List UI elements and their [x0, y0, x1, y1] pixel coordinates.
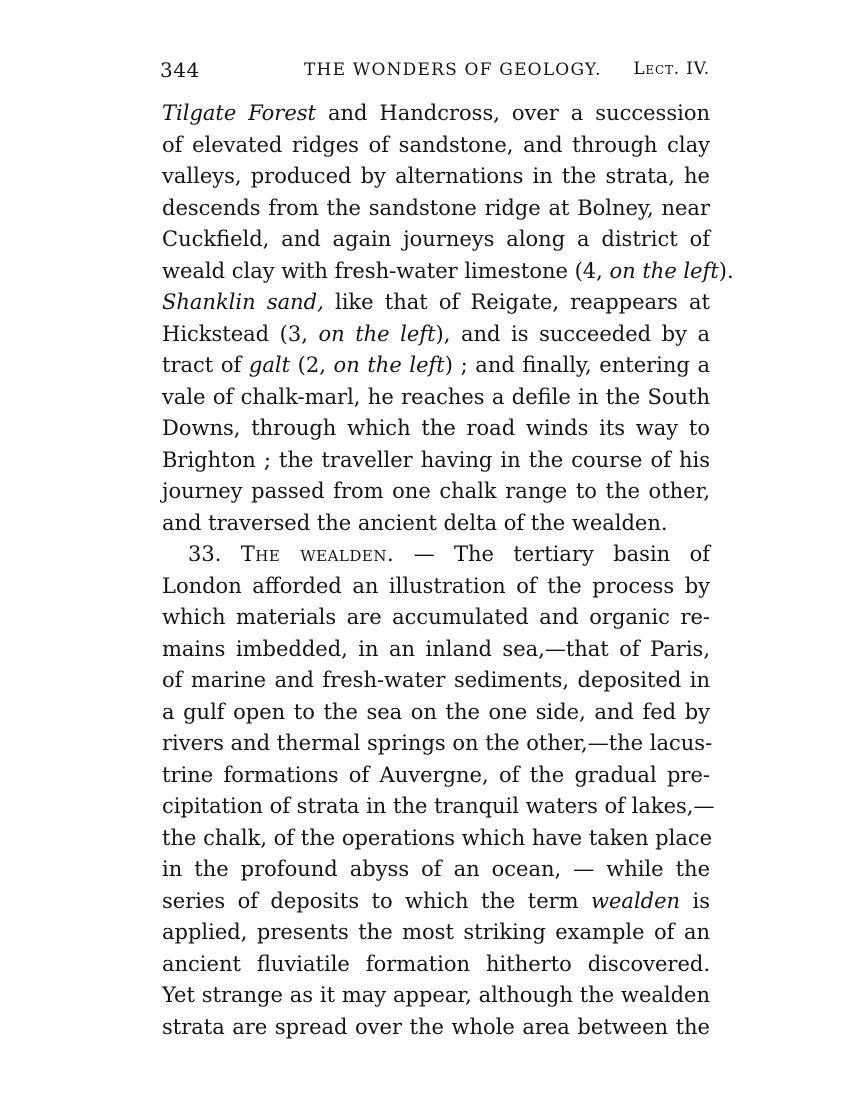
italic-text: on the left — [318, 321, 436, 346]
text-line — [162, 508, 710, 540]
text-segment: is — [680, 888, 710, 913]
text-line — [162, 413, 710, 445]
text-segment: ). — [718, 258, 734, 283]
text-line — [162, 445, 710, 477]
body-text — [162, 98, 734, 1043]
text-line — [162, 161, 710, 193]
text-segment: weald clay with fresh-water limestone (4, — [162, 258, 610, 283]
text-segment: descends from the sandstone ridge at Bolney, near — [162, 195, 710, 220]
text-segment: Hickstead (3, — [162, 321, 319, 346]
text-segment: rivers and thermal springs on the other,—the lacus- — [162, 731, 713, 755]
text-segment: of marine and fresh-water sediments, deposited in — [162, 668, 710, 692]
text-segment: which materials are accumulated and organic re- — [162, 605, 710, 629]
text-segment: applied, presents the most striking example of an — [162, 920, 710, 944]
small-caps-text: The wealden. — [240, 542, 395, 566]
page-number: 344 — [160, 58, 200, 82]
text-segment: Brighton ; the traveller having in the course of his — [162, 447, 710, 472]
text-line — [162, 791, 715, 823]
text-segment: strata are spread over the whole area between the — [162, 1014, 710, 1039]
text-line — [162, 728, 713, 760]
text-segment: of elevated ridges of sandstone, and through clay — [162, 132, 710, 157]
running-head — [162, 58, 710, 84]
text-line — [162, 823, 713, 855]
italic-text: galt — [248, 353, 291, 377]
text-line — [162, 193, 710, 225]
text-line — [162, 539, 710, 571]
text-segment: and Handcross, over a succession — [316, 101, 710, 125]
text-line — [162, 130, 710, 162]
text-line — [162, 571, 710, 603]
text-segment: mains imbedded, in an inland sea,—that of Paris, — [162, 636, 710, 661]
text-line — [162, 319, 710, 351]
text-segment: Cuckfield, and again journeys along a district of — [162, 227, 710, 251]
italic-text: on the left — [609, 258, 719, 283]
text-line — [162, 665, 710, 697]
text-line — [162, 854, 710, 886]
text-segment: in the profound abyss of an ocean, — while the — [162, 857, 710, 881]
text-line — [162, 476, 710, 508]
text-segment: 33. — [188, 542, 241, 566]
text-line — [162, 382, 710, 414]
running-lecture: Lect. IV. — [633, 59, 710, 79]
text-line — [162, 350, 710, 382]
text-segment: London afforded an illustration of the process by — [162, 573, 710, 598]
text-line — [162, 224, 710, 256]
text-segment: the chalk, of the operations which have taken place — [162, 825, 713, 850]
text-segment: a gulf open to the sea on the one side, and fed by — [162, 699, 710, 724]
italic-text: Shanklin sand, — [162, 290, 324, 314]
text-segment: cipitation of strata in the tranquil waters of lakes,— — [162, 794, 715, 818]
italic-text: Tilgate Forest — [162, 101, 316, 125]
text-segment: — The tertiary basin of — [394, 542, 710, 566]
text-line — [162, 98, 710, 130]
text-segment: trine formations of Auvergne, of the gradual pre- — [162, 762, 710, 787]
text-segment: ), and is succeeded by a — [435, 321, 711, 346]
text-line — [162, 602, 710, 634]
running-title: THE WONDERS OF GEOLOGY. — [304, 60, 602, 80]
text-segment: series of deposits to which the term — [162, 888, 592, 913]
italic-text: wealden — [591, 888, 681, 913]
text-line — [162, 980, 710, 1012]
text-line — [162, 1012, 710, 1044]
text-segment: ancient fluviatile formation hitherto discovered. — [162, 951, 710, 976]
text-segment: journey passed from one chalk range to the other, — [162, 479, 710, 503]
text-segment: and traversed the ancient delta of the wealden. — [162, 510, 668, 535]
text-segment: Downs, through which the road winds its way to — [162, 416, 710, 440]
text-line — [162, 886, 710, 918]
text-line — [162, 256, 734, 288]
italic-text: on the left — [333, 353, 445, 377]
text-line — [162, 949, 710, 981]
text-segment: ) ; and finally, entering a — [444, 353, 711, 377]
text-line — [162, 917, 710, 949]
text-line — [162, 760, 710, 792]
text-line — [162, 634, 710, 666]
text-segment: like that of Reigate, reappears at — [323, 290, 711, 314]
text-segment: vale of chalk-marl, he reaches a defile in the South — [162, 384, 710, 409]
text-line — [162, 287, 710, 319]
text-segment: valleys, produced by alternations in the strata, he — [162, 164, 710, 188]
text-segment: (2, — [290, 353, 334, 377]
text-segment: Yet strange as it may appear, although the wealden — [162, 983, 710, 1007]
text-segment: tract of — [162, 353, 249, 377]
text-line — [162, 697, 710, 729]
